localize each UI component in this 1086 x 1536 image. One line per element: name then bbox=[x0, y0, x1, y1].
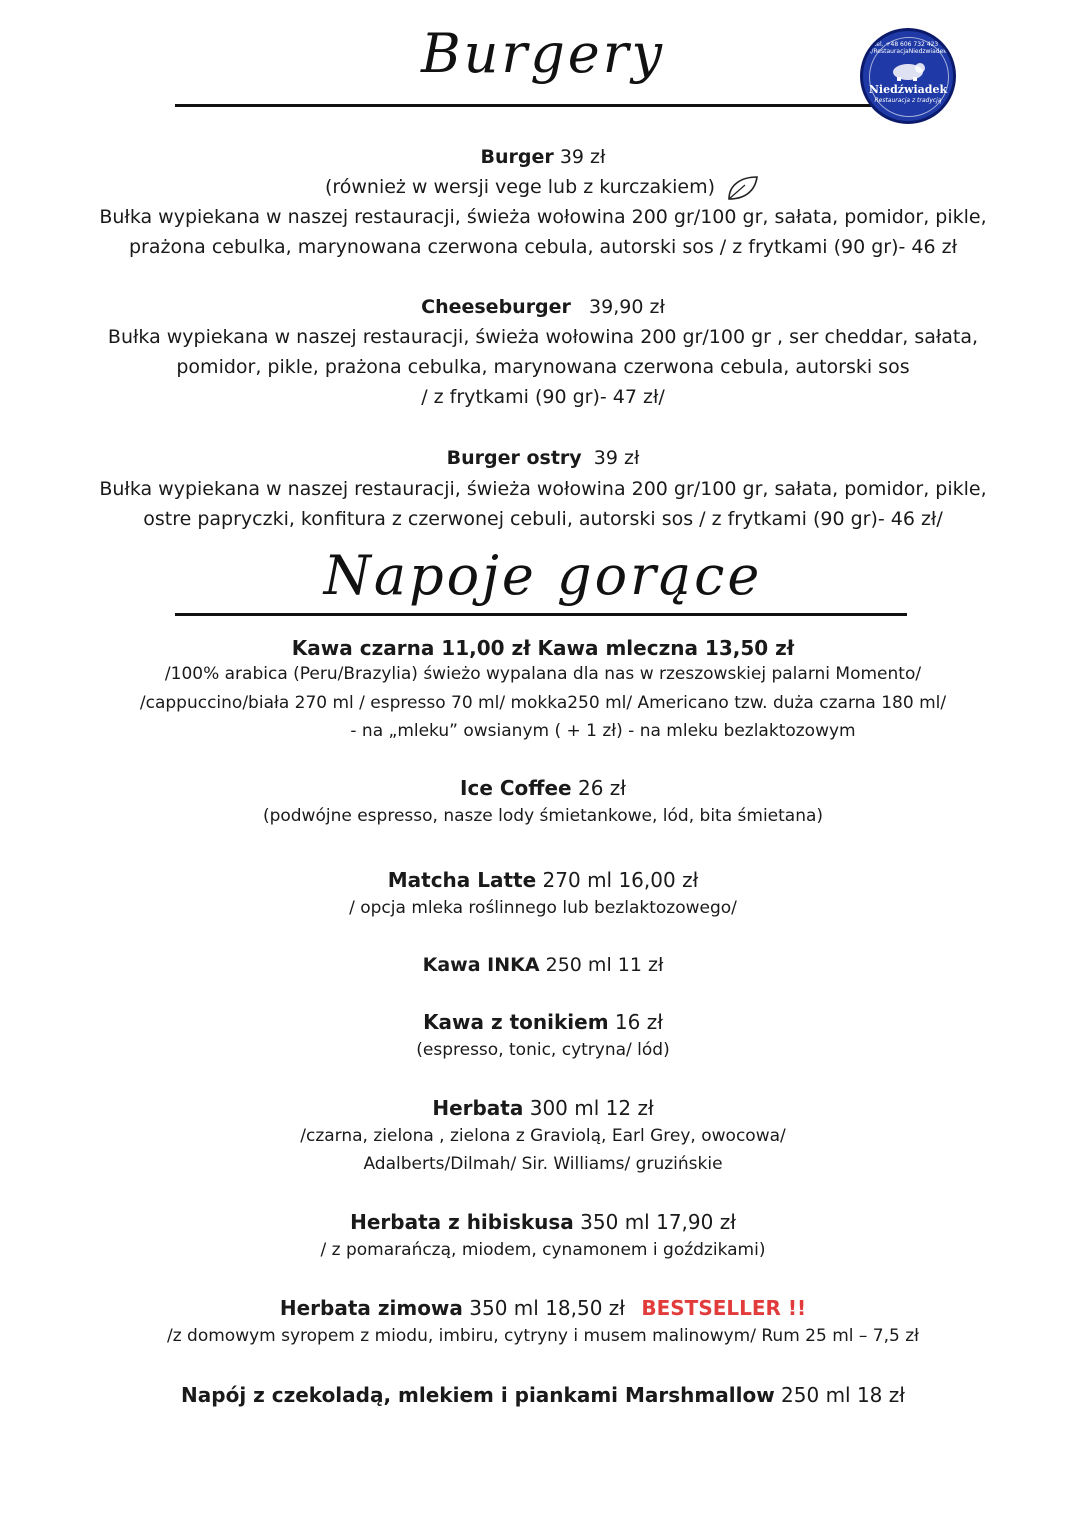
item-description: /czarna, zielona , zielona z Graviolą, Earl Grey, owocowa/ bbox=[300, 1126, 786, 1146]
item-name: Herbata zimowa bbox=[279, 1296, 463, 1320]
logo-tagline: Restauracja z tradycją bbox=[874, 97, 942, 104]
kawa-heading: Kawa czarna 11,00 zł Kawa mleczna 13,50 zł bbox=[291, 636, 795, 660]
item-description: (podwójne espresso, nasze lody śmietankowe, lód, bita śmietana) bbox=[262, 806, 824, 826]
item-price: 16 zł bbox=[614, 1010, 663, 1034]
item-name: Matcha Latte bbox=[387, 868, 537, 892]
item-name: Burger bbox=[480, 146, 554, 168]
item-herbata-heading bbox=[0, 1092, 1086, 1124]
item-description: / z pomarańczą, miodem, cynamonem i goździkami) bbox=[320, 1240, 766, 1260]
item-description: /z domowym syropem z miodu, imbiru, cytryny i musem malinowym/ Rum 25 ml – 7,5 zł bbox=[166, 1326, 919, 1346]
item-burger-heading bbox=[0, 142, 1086, 172]
item-description: ostre papryczki, konfitura z czerwonej cebuli, autorski sos / z frytkami (90 gr)- 46 zł/ bbox=[143, 508, 943, 530]
item-description: Bułka wypiekana w naszej restauracji, świeża wołowina 200 gr/100 gr , ser cheddar, sałata, bbox=[107, 326, 979, 348]
bestseller-badge: BESTSELLER !! bbox=[641, 1296, 807, 1320]
item-description: /cappuccino/biała 270 ml / espresso 70 ml/ mokka250 ml/ Americano tzw. duża czarna 180 ml/ bbox=[139, 693, 947, 713]
item-price: 250 ml 18 zł bbox=[781, 1383, 905, 1407]
item-price: 39 zł bbox=[593, 447, 640, 469]
restaurant-logo bbox=[860, 28, 956, 124]
item-description: Bułka wypiekana w naszej restauracji, świeża wołowina 200 gr/100 gr, sałata, pomidor, pikle, bbox=[99, 478, 987, 500]
item-description: / z frytkami (90 gr)- 47 zł/ bbox=[421, 386, 665, 408]
item-zimowa-heading bbox=[0, 1292, 1086, 1324]
item-description: Bułka wypiekana w naszej restauracji, świeża wołowina 200 gr/100 gr, sałata, pomidor, pikle, bbox=[99, 206, 987, 228]
item-description: - na „mleku” owsianym ( + 1 zł) - na mleku bezlaktozowym bbox=[350, 721, 856, 741]
item-cheeseburger-heading bbox=[0, 292, 1086, 322]
item-description: / opcja mleka roślinnego lub bezlaktozowego/ bbox=[349, 898, 737, 918]
item-description: prażona cebulka, marynowana czerwona cebula, autorski sos / z frytkami (90 gr)- 46 zł bbox=[128, 236, 957, 258]
item-name: Kawa INKA bbox=[422, 954, 540, 976]
item-price: 26 zł bbox=[577, 776, 626, 800]
item-czekolada-heading bbox=[0, 1379, 1086, 1411]
logo-name: Niedźwiadek bbox=[868, 83, 948, 96]
item-price: 250 ml 11 zł bbox=[545, 954, 664, 976]
item-name: Herbata z hibiskusa bbox=[350, 1210, 574, 1234]
section-title-napoje: Napoje gorące bbox=[323, 544, 763, 607]
item-description: Adalberts/Dilmah/ Sir. Williams/ gruzińskie bbox=[363, 1154, 723, 1174]
logo-contact-text: tel. +48 606 732 423 · f/RestauracjaNiedzwiadek bbox=[869, 41, 947, 55]
item-price: 270 ml 16,00 zł bbox=[542, 868, 699, 892]
item-description: (espresso, tonic, cytryna/ lód) bbox=[416, 1040, 670, 1060]
item-name: Ice Coffee bbox=[460, 776, 572, 800]
item-burger-note bbox=[0, 172, 1086, 203]
item-name: Cheeseburger bbox=[421, 296, 571, 318]
item-price: 39 zł bbox=[559, 146, 606, 168]
item-price: 350 ml 18,50 zł bbox=[469, 1296, 625, 1320]
item-name: Napój z czekoladą, mlekiem i piankami Marshmallow bbox=[181, 1383, 775, 1407]
item-inka-heading bbox=[0, 950, 1086, 980]
item-price: 300 ml 12 zł bbox=[529, 1096, 654, 1120]
item-name: Kawa z tonikiem bbox=[423, 1010, 609, 1034]
section-title-burgery: Burgery bbox=[420, 22, 666, 85]
item-tonik-heading bbox=[0, 1006, 1086, 1038]
item-matcha-heading bbox=[0, 864, 1086, 896]
leaf-icon bbox=[725, 173, 761, 203]
item-hibiskus-heading bbox=[0, 1206, 1086, 1238]
item-name: Burger ostry bbox=[446, 447, 582, 469]
title-underline bbox=[175, 613, 907, 616]
item-burger-ostry-heading bbox=[0, 443, 1086, 473]
item-price: 350 ml 17,90 zł bbox=[580, 1210, 736, 1234]
item-ice-coffee-heading bbox=[0, 772, 1086, 804]
item-description: /100% arabica (Peru/Brazylia) świeżo wypalana dla nas w rzeszowskiej palarni Momento/ bbox=[164, 664, 922, 684]
item-name: Herbata bbox=[432, 1096, 524, 1120]
item-description: pomidor, pikle, prażona cebulka, marynowana czerwona cebula, autorski sos bbox=[176, 356, 910, 378]
bear-icon bbox=[889, 59, 927, 81]
item-price: 39,90 zł bbox=[589, 296, 665, 318]
title-underline bbox=[175, 104, 873, 107]
item-note: (również w wersji vege lub z kurczakiem) bbox=[324, 176, 716, 198]
